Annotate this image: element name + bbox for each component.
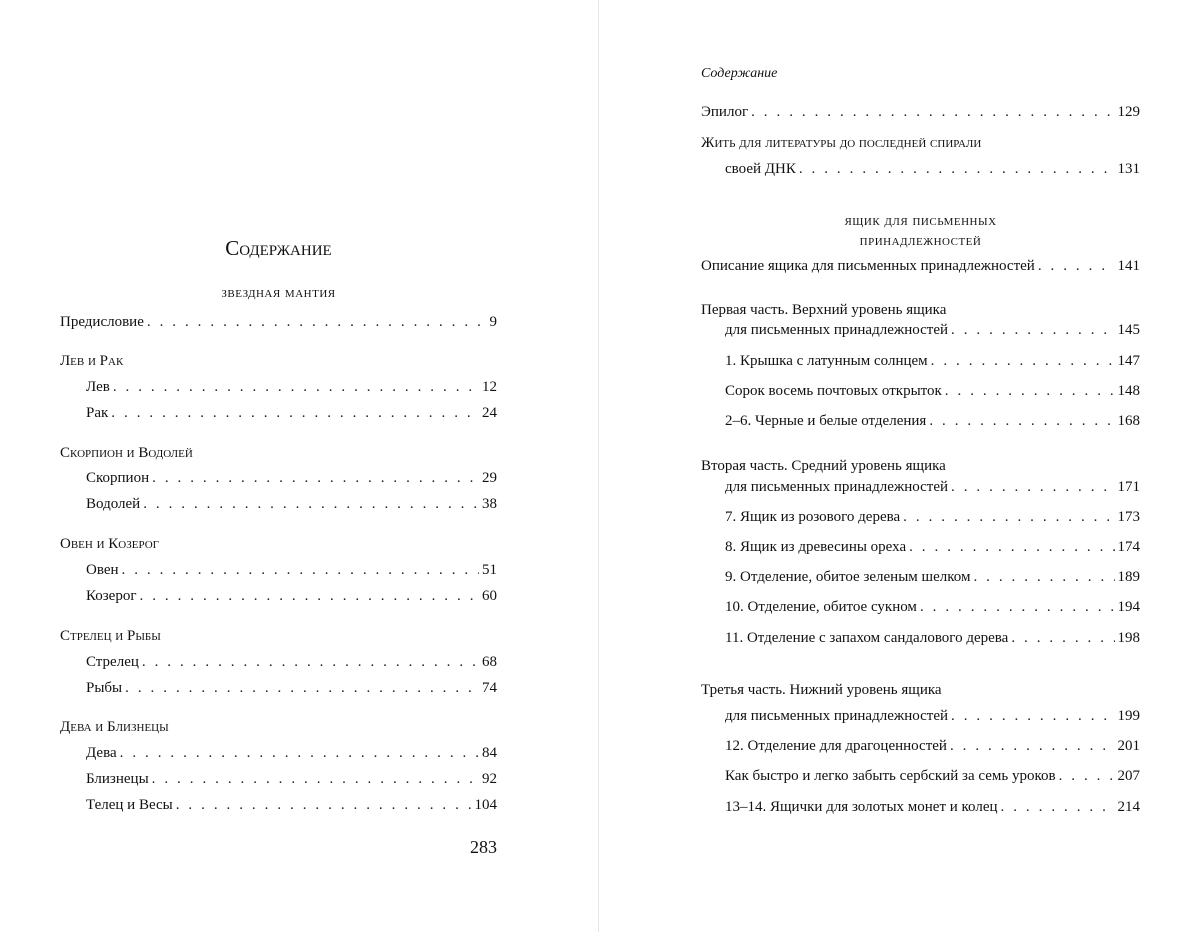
toc-leader-dots [1011,628,1114,648]
toc-leader-dots [143,494,479,514]
toc-entry-title: 7. Ящик из розового дерева [725,509,901,525]
toc-entry [86,586,497,606]
toc-entry-title: Козерог [86,588,137,604]
toc-leader-dots [113,377,479,397]
toc-entry-page: 29 [482,470,497,486]
toc-leader-dots [799,159,1115,179]
toc-entry-title: Рыбы [86,680,123,696]
toc-leader-dots [951,477,1114,497]
toc-entry-title: Овен [86,562,119,578]
toc-entry [725,766,1140,786]
toc-entry-page: 129 [1117,104,1140,120]
toc-group-heading: Стрелец и Рыбы [60,628,161,644]
running-head: Содержание [701,66,778,81]
toc-entry-page: 148 [1117,383,1140,399]
toc-entry-title: 10. Отделение, обитое сукном [725,599,917,615]
toc-leader-dots [951,706,1114,726]
toc-entry-page: 92 [482,771,497,787]
toc-entry-page: 12 [482,379,497,395]
page-number: 283 [470,837,497,857]
toc-leader-dots [909,537,1114,557]
toc-entry-page: 168 [1117,413,1140,429]
toc-entry [86,795,497,815]
toc-entry-title: Телец и Весы [86,797,173,813]
toc-entry [725,351,1140,371]
toc-entry [725,477,1140,497]
toc-entry [725,628,1140,648]
toc-entry [725,320,1140,340]
toc-entry-page: 147 [1117,353,1140,369]
toc-leader-dots [147,312,487,332]
right-page [599,0,1203,932]
toc-leader-dots [125,678,479,698]
toc-leader-dots [1059,766,1115,786]
toc-entry [701,256,1140,276]
section-title-line: принадлежностей [859,233,982,249]
toc-entry-page: 38 [482,496,497,512]
toc-leader-dots [931,351,1115,371]
toc-entry-title: 1. Крышка с латунным солнцем [725,353,928,369]
toc-leader-dots [176,795,472,815]
toc-entry [725,411,1140,431]
toc-entry [725,507,1140,527]
toc-entry-page: 194 [1117,599,1140,615]
toc-leader-dots [152,468,479,488]
contents-title: Содержание [225,236,332,260]
toc-entry-title: Как быстро и легко забыть сербский за семь уроков [725,768,1056,784]
toc-entry [725,537,1140,557]
toc-entry-page: 24 [482,405,497,421]
toc-leader-dots [920,597,1115,617]
toc-leader-dots [140,586,480,606]
toc-group-heading: Третья часть. Нижний уровень ящика [701,682,942,698]
toc-entry-page: 74 [482,680,497,696]
toc-leader-dots [122,560,479,580]
toc-entry-page: 207 [1117,768,1140,784]
toc-entry-title: Сорок восемь почтовых открыток [725,383,942,399]
toc-leader-dots [929,411,1114,431]
toc-entry-title: Водолей [86,496,141,512]
toc-leader-dots [950,736,1115,756]
toc-entry-page: 104 [474,797,497,813]
toc-entry [725,567,1140,587]
toc-entry-page: 173 [1117,509,1140,525]
toc-entry-title: Рак [86,405,109,421]
toc-entry [86,377,497,397]
section-title [701,211,1140,251]
toc-entry [725,159,1140,179]
toc-entry [725,706,1140,726]
toc-entry [701,102,1140,122]
toc-group-heading: Скорпион и Водолей [60,445,193,461]
toc-entry-page: 68 [482,654,497,670]
toc-entry-title: Эпилог [701,104,749,120]
toc-entry-title: для письменных принадлежностей [725,479,949,495]
toc-entry-page: 141 [1117,258,1140,274]
toc-leader-dots [751,102,1114,122]
toc-leader-dots [111,403,479,423]
toc-entry-page: 145 [1117,322,1140,338]
toc-leader-dots [945,381,1115,401]
toc-entry [725,736,1140,756]
left-page [0,0,598,932]
toc-entry-title: 9. Отделение, обитое зеленым шелком [725,569,971,585]
toc-entry-page: 9 [489,314,497,330]
toc-entry-page: 214 [1117,799,1140,815]
toc-entry-title: Стрелец [86,654,139,670]
toc-entry-page: 131 [1117,161,1140,177]
toc-entry-page: 201 [1117,738,1140,754]
toc-entry-page: 84 [482,745,497,761]
toc-entry [86,743,497,763]
toc-entry [725,797,1140,817]
toc-entry-title: для письменных принадлежностей [725,322,949,338]
toc-entry-page: 198 [1117,630,1140,646]
toc-group-heading: Вторая часть. Средний уровень ящика [701,458,946,474]
toc-entry [86,468,497,488]
toc-leader-dots [142,652,479,672]
toc-leader-dots [1001,797,1115,817]
toc-group-heading: Жить для литературы до последней спирали [701,135,982,151]
toc-entry [86,652,497,672]
toc-entry-title: Описание ящика для письменных принадлежностей [701,258,1035,274]
toc-entry-page: 174 [1117,539,1140,555]
section-title-line: ящик для письменных [844,213,997,229]
toc-group-heading: Лев и Рак [60,353,124,369]
toc-group-heading: Первая часть. Верхний уровень ящика [701,302,947,318]
toc-entry-title: Скорпион [86,470,150,486]
toc-entry-page: 199 [1117,708,1140,724]
toc-leader-dots [903,507,1114,527]
toc-entry [86,678,497,698]
toc-group-heading: Овен и Козерог [60,536,160,552]
toc-entry [86,769,497,789]
toc-entry [86,560,497,580]
toc-entry [725,381,1140,401]
toc-entry [725,597,1140,617]
toc-leader-dots [1038,256,1115,276]
toc-entry [60,312,497,332]
toc-entry-title: 2–6. Черные и белые отделения [725,413,927,429]
toc-entry-title: Дева [86,745,117,761]
toc-entry-title: Близнецы [86,771,149,787]
toc-entry-title: 12. Отделение для драгоценностей [725,738,947,754]
toc-entry-title: 11. Отделение с запахом сандалового дерева [725,630,1009,646]
toc-entry-page: 189 [1117,569,1140,585]
toc-entry [86,403,497,423]
toc-entry-page: 60 [482,588,497,604]
toc-entry-title: 13–14. Ящички для золотых монет и колец [725,799,998,815]
toc-entry-page: 171 [1117,479,1140,495]
toc-leader-dots [120,743,479,763]
toc-leader-dots [951,320,1114,340]
toc-group-heading: Дева и Близнецы [60,719,169,735]
toc-entry-title: Предисловие [60,314,144,330]
section-title: звездная мантия [221,285,336,301]
toc-leader-dots [152,769,479,789]
toc-entry-title: для письменных принадлежностей [725,708,949,724]
toc-entry-title: 8. Ящик из древесины ореха [725,539,907,555]
toc-entry-title: Лев [86,379,110,395]
toc-leader-dots [973,567,1114,587]
toc-entry-page: 51 [482,562,497,578]
toc-entry [86,494,497,514]
toc-entry-title: своей ДНК [725,161,796,177]
